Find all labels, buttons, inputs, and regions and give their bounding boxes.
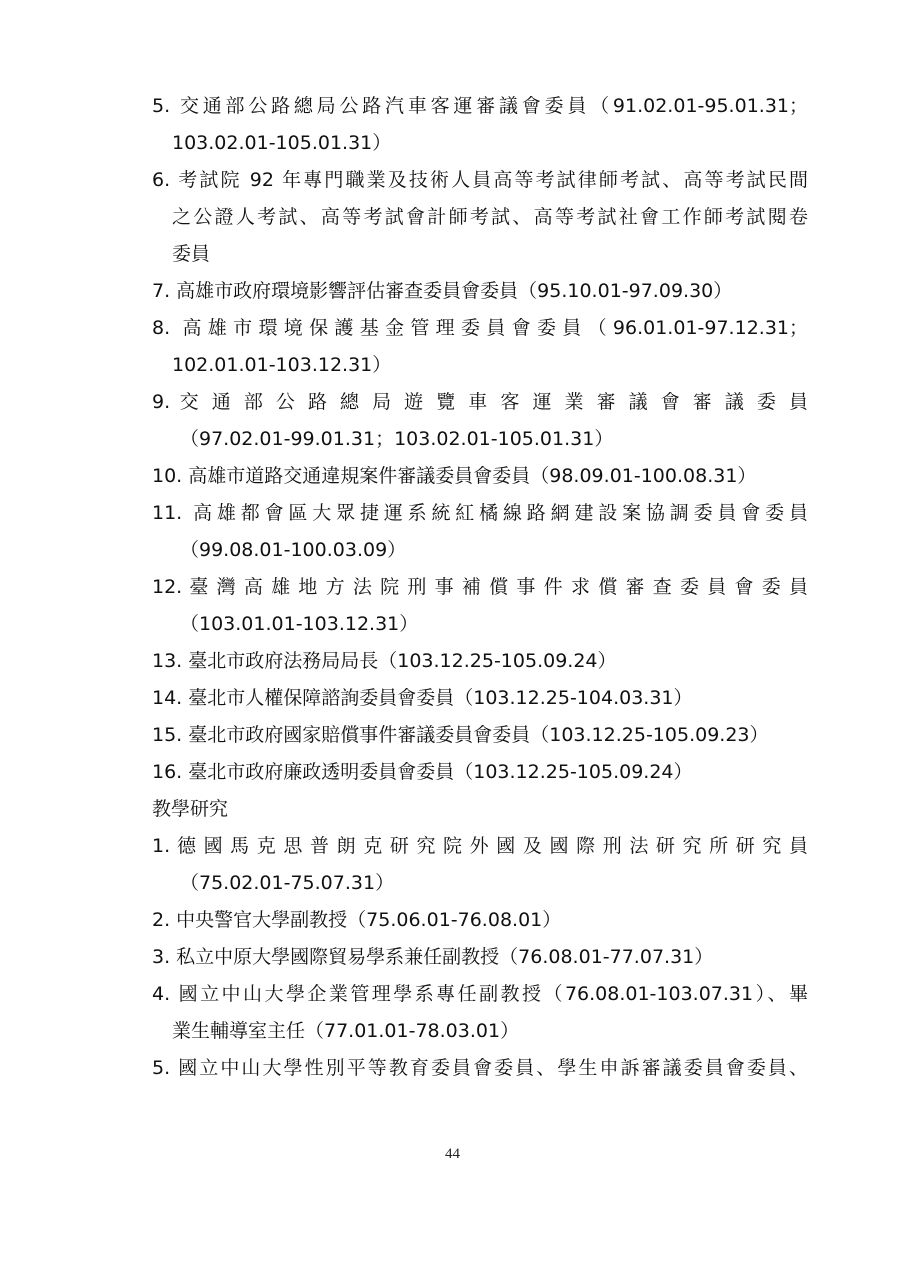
list-item-continuation: 委員 [172, 243, 211, 265]
list-item-continuation: 之公證人考試、高等考試會計師考試、高等考試社會工作師考試閱卷 [172, 206, 808, 228]
list-item: 10. 高雄市道路交通違規案件審議委員會委員（98.09.01-100.08.31） [152, 465, 757, 487]
list-item: 14. 臺北市人權保障諮詢委員會委員（103.12.25-104.03.31） [152, 687, 693, 709]
list-item: 12. 臺 灣 高 雄 地 方 法 院 刑 事 補 償 事 件 求 償 審 查 委 員 會 委 員 [152, 576, 808, 598]
list-item: 1. 德 國 馬 克 思 普 朗 克 研 究 院 外 國 及 國 際 刑 法 研 究 所 研 究 員 [152, 835, 808, 857]
list-item: 9. 交 通 部 公 路 總 局 遊 覽 車 客 運 業 審 議 會 審 議 委 員 [152, 391, 808, 413]
list-item: 13. 臺北市政府法務局局長（103.12.25-105.09.24） [152, 650, 617, 672]
section-heading: 教學研究 [152, 798, 229, 820]
list-item: 2. 中央警官大學副教授（75.06.01-76.08.01） [152, 909, 562, 931]
list-item: 5. 交通部公路總局公路汽車客運審議會委員（91.02.01-95.01.31； [152, 95, 808, 117]
list-item: 16. 臺北市政府廉政透明委員會委員（103.12.25-105.09.24） [152, 761, 693, 783]
list-item: 7. 高雄市政府環境影響評估審查委員會委員（95.10.01-97.09.30） [152, 280, 733, 302]
list-item: 6. 考試院 92 年專門職業及技術人員高等考試律師考試、高等考試民間 [152, 169, 808, 191]
page-content [152, 88, 808, 1087]
list-item: 11. 高雄都會區大眾捷運系統紅橘線路網建設案協調委員會委員 [152, 502, 808, 524]
list-item: 8. 高雄市環境保護基金管理委員會委員（96.01.01-97.12.31； [152, 317, 808, 339]
list-item-continuation: 業生輔導室主任（77.01.01-78.03.01） [172, 1020, 520, 1042]
list-item-continuation: 102.01.01-103.12.31） [172, 354, 392, 376]
list-item-continuation: （103.01.01-103.12.31） [180, 613, 419, 635]
list-item: 5. 國立中山大學性別平等教育委員會委員、學生申訴審議委員會委員、 [152, 1057, 808, 1079]
list-item-continuation: （75.02.01-75.07.31） [180, 872, 395, 894]
list-item: 3. 私立中原大學國際貿易學系兼任副教授（76.08.01-77.07.31） [152, 946, 714, 968]
page-number: 44 [445, 1146, 460, 1162]
list-item-continuation: 103.02.01-105.01.31） [172, 132, 392, 154]
list-item-continuation: （97.02.01-99.01.31；103.02.01-105.01.31） [180, 428, 614, 450]
list-item: 15. 臺北市政府國家賠償事件審議委員會委員（103.12.25-105.09.23） [152, 724, 769, 746]
list-item: 4. 國立中山大學企業管理學系專任副教授（76.08.01-103.07.31）、畢 [152, 983, 808, 1005]
list-item-continuation: （99.08.01-100.03.09） [180, 539, 407, 561]
